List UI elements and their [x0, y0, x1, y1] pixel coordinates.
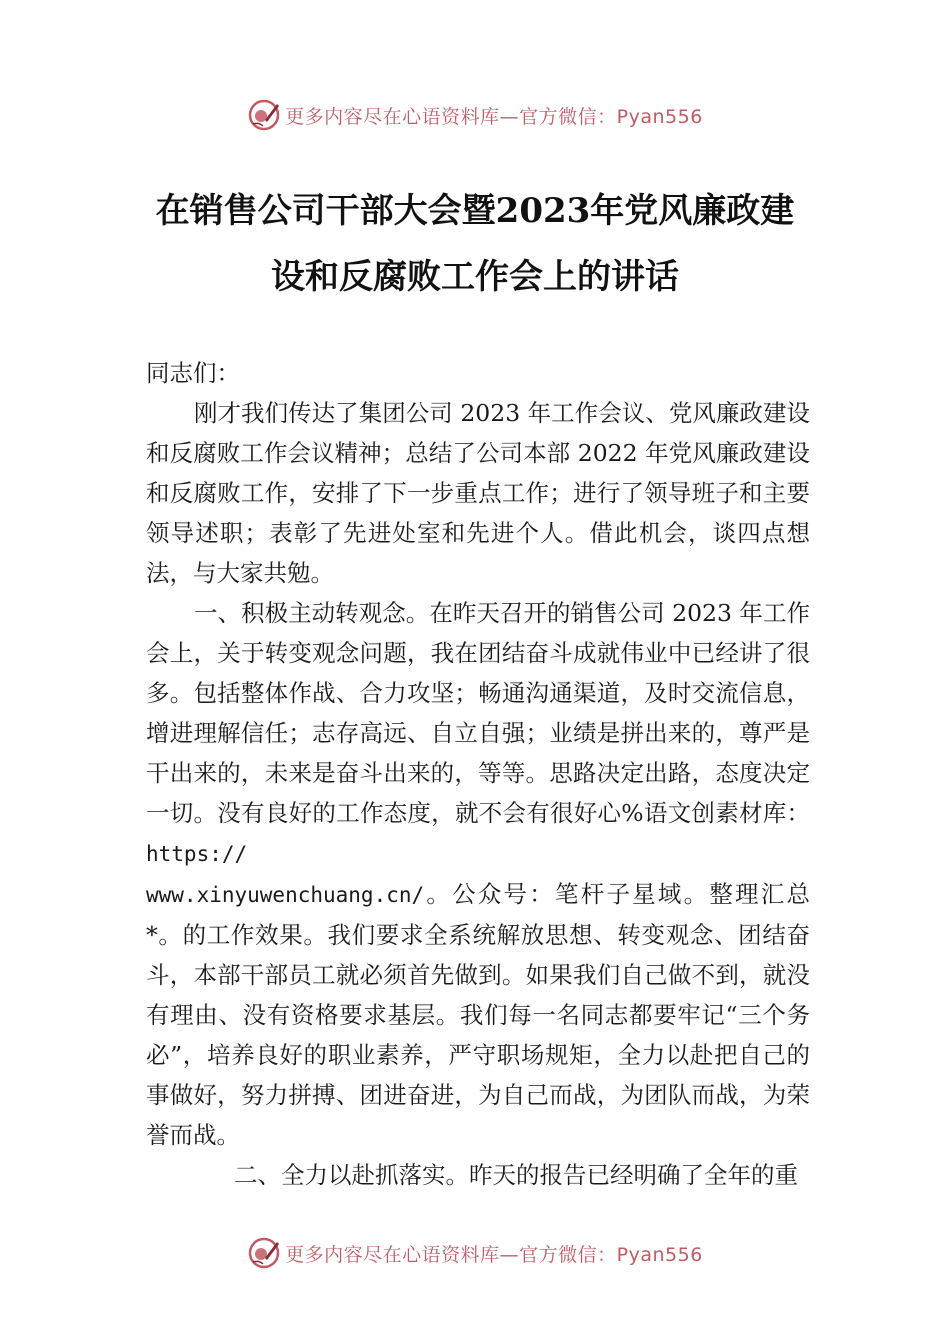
salutation: 同志们： — [146, 359, 240, 387]
document-title — [130, 178, 820, 310]
source-url-part-1: https:// — [146, 842, 248, 866]
paragraph-section-2: 二、全力以赴抓落实。昨天的报告已经明确了全年的重 — [234, 1161, 798, 1189]
header-watermark-text: 更多内容尽在心语资料库—官方微信：Pyan556 — [285, 105, 703, 128]
section-1-text-b: 。公众号：笔杆子星域。整理汇总*。的工作效果。我们要求全系统解放思想、转变观念、团结奋斗，本部干部员工就必须首先做到。如果我们自己做不到，就没有理由、没有资格要求基层。我们每一名同志都要牢记“三个务必”，培养良好的职业素养，严守职场规矩，全力以赴把自己的事做好，努力拼搏、团进奋进，为自己而战，为团队而战，为荣誉而战。 — [146, 880, 810, 1149]
paragraph-section-1 — [146, 593, 810, 1155]
header-watermark-banner — [0, 95, 950, 135]
source-url-part-2: www.xinyuwenchuang.cn/ — [146, 883, 425, 907]
paragraph-intro: 刚才我们传达了集团公司 2023 年工作会议、党风廉政建设和反腐败工作会议精神；总结了公司本部 2022 年党风廉政建设和反腐败工作，安排了下一步重点工作；进行了领导班子和主要领导述职；表彰了先进处室和先进个人。借此机会，谈四点想法，与大家共勉。 — [146, 399, 810, 587]
footer-watermark-banner — [0, 1233, 950, 1273]
title-line-1: 在销售公司干部大会暨2023年党风廉政建 — [155, 191, 795, 231]
pen-seal-logo-icon — [247, 1236, 281, 1270]
title-line-2: 设和反腐败工作会上的讲话 — [271, 257, 679, 297]
document-body — [146, 353, 810, 1195]
section-1-text-a: 一、积极主动转观念。在昨天召开的销售公司 2023 年工作会上，关于转变观念问题，我在团结奋斗成就伟业中已经讲了很多。包括整体作战、合力攻坚；畅通沟通渠道，及时交流信息，增进理解信任；志存高远、自立自强；业绩是拼出来的，尊严是干出来的，未来是奋斗出来的，等等。思路决定出路，态度决定一切。没有良好的工作态度，就不会有很好心%语文创素材库： — [146, 599, 810, 827]
footer-watermark-text: 更多内容尽在心语资料库—官方微信：Pyan556 — [285, 1243, 703, 1266]
pen-seal-logo-icon — [247, 98, 281, 132]
